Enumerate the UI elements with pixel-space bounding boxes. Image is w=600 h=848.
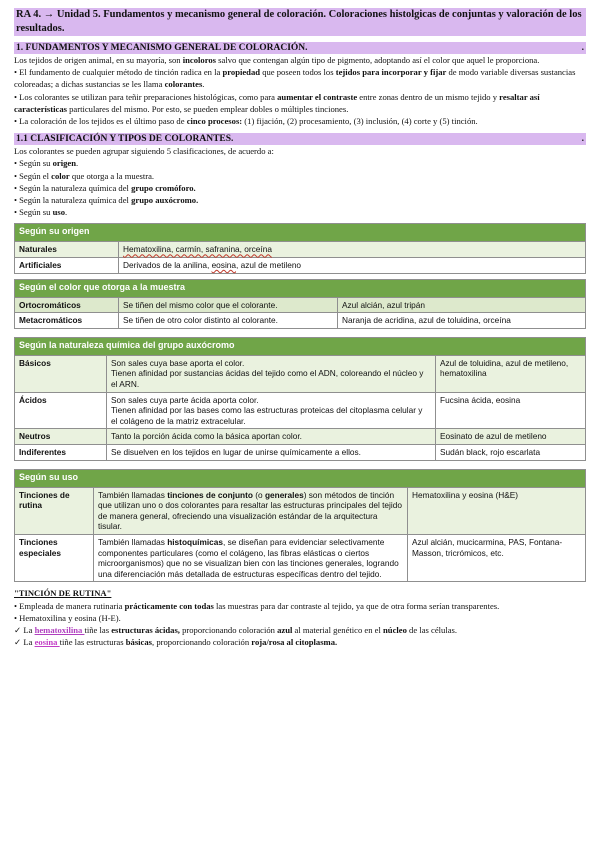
row-desc [107,392,436,429]
bold-text: núcleo [383,624,407,635]
table-header: Según su origen [15,224,586,242]
bold-text: origen [52,158,76,169]
text: • El fundamento de cualquier método de tinción radica en la [14,67,223,78]
bold-text: tejidos para incorporar y fijar [335,67,447,78]
bold-text: generales [264,489,304,500]
bold-text: colorantes [164,79,203,90]
row-examples: Eosinato de azul de metileno [436,429,586,445]
row-desc [107,355,436,392]
text: Los tejidos de origen animal, en su mayoría, son [14,55,183,65]
text: las muestras para dar contraste al tejido, ya que de otra forma serían transparentes. [213,600,500,611]
text: • Según el [14,170,52,181]
table-row [15,429,586,445]
bold-text: grupo auxócromo. [131,195,199,206]
table-row [15,392,586,429]
row-desc: Se tiñen del mismo color que el colorante. [119,297,338,313]
text: • La coloración de los tejidos es el último paso de [14,116,187,127]
bullet-cromoforo [14,182,586,194]
bold-text: roja/rosa al citoplasma. [251,637,338,648]
bullet-color [14,170,586,182]
table-row [15,242,586,258]
section-heading-text: 1. FUNDAMENTOS Y MECANISMO GENERAL DE COLORACIÓN. [16,43,308,53]
table-header: Según el color que otorga a la muestra [15,279,586,297]
text: de modo variable diversas sustancias coloreadas; a dichas sustancias se les llama [14,67,576,90]
row-label: Neutros [15,429,107,445]
bullet-uso [14,206,586,218]
row-desc: Se disuelven en los tejidos en lugar de unirse químicamente a ellos. [107,444,436,460]
eosina-underlined: eosina [211,260,237,271]
table-row [15,355,586,392]
bold-text: uso [52,207,66,218]
paragraph-rutinaria [14,600,586,612]
section-heading-tincion-rutina: "TINCIÓN DE RUTINA" [14,588,112,599]
table-auxocromo [14,337,586,461]
text: También llamadas [98,489,168,500]
text: • Según su [14,207,53,218]
paragraph-eosina [14,636,586,648]
row-value [119,258,586,274]
section-heading-text: 1.1 CLASIFICACIÓN Y TIPOS DE COLORANTES. [16,134,234,145]
text: (1) fijación, (2) procesamiento, (3) inclusión, (4) corte y (5) tinción. [242,116,478,127]
row-label: Artificiales [15,258,119,274]
desc-line: Tienen afinidad por sustancias ácidas del tejido como el ADN, coloreando el núcleo y el ARN. [111,368,424,389]
text: , azul de metileno [236,260,302,271]
section-heading-clasificacion [14,133,586,145]
table-origen [14,223,586,273]
paragraph-incoloros [14,54,586,66]
check-text: ✓ La [14,624,35,635]
text: , se diseñan para evidenciar selectivamente componentes particulares (como el colágeno, las fibras elásticas o ciertos microorganismos) que no se visualizan bien con las tinciones generales, logrando una diferenciación más detallada de estructuras específicas dentro del tejido. [98,536,399,579]
paragraph-fundamento [14,66,586,90]
paragraph-he: • Hematoxilina y eosina (H-E). [14,612,121,623]
text: tiñe las estructuras [59,637,126,648]
table-row [15,444,586,460]
bold-text: cinco procesos: [186,116,243,127]
text: entre zonas dentro de un mismo tejido y [357,91,500,102]
text: tiñe las [84,624,112,635]
text: También llamadas [98,536,168,547]
table-row [15,487,586,534]
paragraph-cinco-procesos [14,115,586,127]
row-examples: Naranja de acridina, azul de toluidina, orceína [338,313,586,329]
text: • Según la naturaleza química del [14,182,132,193]
row-desc [94,534,408,581]
text: . [65,207,68,218]
table-uso [14,469,586,583]
row-value-text: Hematoxilina, carmín, safranina, orceína [123,244,272,255]
hematoxilina-highlight: hematoxilina [34,624,85,635]
table-header: Según su uso [15,469,586,487]
row-label: Indiferentes [15,444,107,460]
row-label: Naturales [15,242,119,258]
bold-text: color [51,170,70,181]
table-row [15,258,586,274]
paragraph-contraste [14,91,586,115]
desc-line: Son sales cuya parte ácida aporta color. [111,394,259,405]
paragraph-intro: Los colorantes se pueden agrupar siguiendo 5 clasificaciones, de acuerdo a: [14,146,274,157]
row-label: Ácidos [15,392,107,429]
text: al material genético en el [292,624,384,635]
row-label: Ortocromáticos [15,297,119,313]
bold-text: histoquímicas [167,536,223,547]
text: de las células. [406,624,458,635]
text: • Según la naturaleza química del [14,195,132,206]
text: ) son métodos de tinción que utilizan uno o dos colorantes para resaltar las estructuras principales del tejido de manera general, ofreciendo una visualización estándar de la arquitectura tisular. [98,489,402,532]
desc-line: Son sales cuya base aporta el color. [111,357,245,368]
row-label: Tinciones de rutina [15,487,94,534]
text: (o [252,489,265,500]
section-heading-dot: . [581,43,584,53]
bold-text: estructuras ácidas, [111,624,180,635]
row-desc: Se tiñen de otro color distinto al colorante. [119,313,338,329]
text: • Empleada de manera rutinaria [14,600,125,611]
text: salvo que contengan algún tipo de pigmento, adoptando así el color que aquel le proporciona. [216,55,540,65]
bold-text: aumentar el contraste [277,91,358,102]
bullet-origen [14,157,586,169]
section-heading-dot: . [581,134,584,145]
text: proporcionando coloración [179,624,278,635]
row-desc [94,487,408,534]
table-header: Según la naturaleza química del grupo auxócromo [15,337,586,355]
row-label: Tinciones especiales [15,534,94,581]
text: • Según su [14,158,53,169]
row-examples: Azul de toluidina, azul de metileno, hematoxilina [436,355,586,392]
bold-text: básicas [125,637,153,648]
paragraph-hematoxilina [14,624,586,636]
text: que otorga a la muestra. [69,170,155,181]
text: particulares del mismo. Por esto, se pueden emplear dobles o múltiples tinciones. [66,103,349,114]
table-color [14,279,586,329]
check-text: ✓ La [14,637,35,648]
text: , proporcionando coloración [152,637,252,648]
bold-text: tinciones de conjunto [167,489,253,500]
bullet-auxocromo [14,194,586,206]
row-examples: Fucsina ácida, eosina [436,392,586,429]
row-label: Metacromáticos [15,313,119,329]
row-label: Básicos [15,355,107,392]
row-value [119,242,586,258]
document-title: RA 4. → Unidad 5. Fundamentos y mecanismo general de coloración. Coloraciones histolgicas de conjuntas y valoración de los resultados. [14,8,586,36]
row-examples: Sudán black, rojo escarlata [436,444,586,460]
bold-text: azul [277,624,293,635]
text: . [202,79,205,90]
bold-text: propiedad [222,67,261,78]
text: que poseen todos los [260,67,336,78]
table-row [15,534,586,581]
row-examples: Azul alcián, azul tripán [338,297,586,313]
bold-text: grupo cromóforo. [131,182,196,193]
row-examples: Hematoxilina y eosina (H&E) [408,487,586,534]
document-page [14,8,586,648]
bold-text: prácticamente con todas [124,600,214,611]
row-desc: Tanto la porción ácida como la básica aportan color. [107,429,436,445]
text: Derivados de la anilina, [123,260,212,271]
section-heading-fundamentos [14,42,586,54]
bold-text: incoloros [182,55,217,65]
table-row [15,297,586,313]
row-examples: Azul alcián, mucicarmina, PAS, Fontana-Masson, tricrómicos, etc. [408,534,586,581]
text: • Los colorantes se utilizan para teñir preparaciones histológicas, como para [14,91,278,102]
eosina-highlight: eosina [34,637,60,648]
bold-text: resaltar así características [14,91,540,114]
desc-line: Tienen afinidad por las bases como las estructuras proteicas del citoplasma celular y el colágeno de la matriz extracelular. [111,405,423,426]
table-row [15,313,586,329]
text: . [75,158,79,169]
